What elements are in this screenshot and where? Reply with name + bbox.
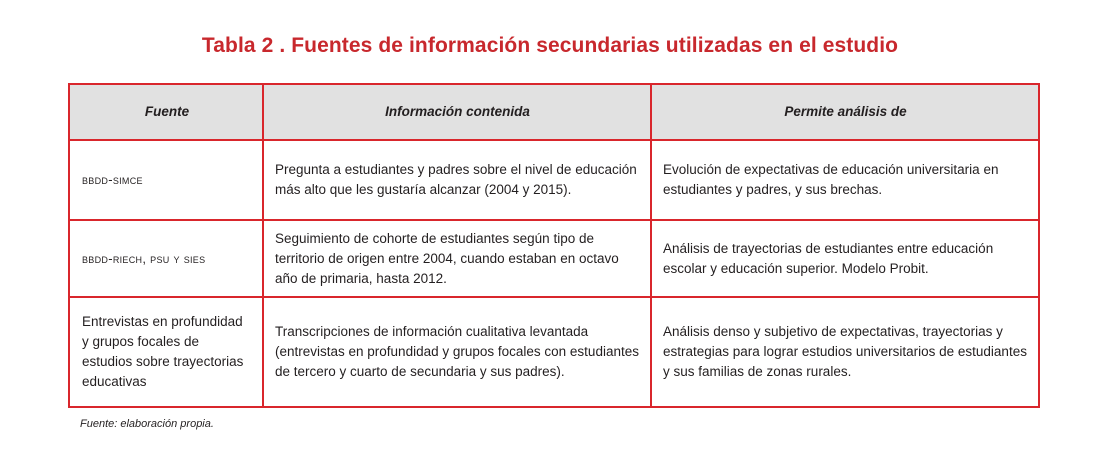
header-fuente: Fuente bbox=[70, 85, 264, 141]
row-3-permite: Análisis denso y subjetivo de expectativas, trayectorias y estrategias para lograr estudios universitarios de estudiantes y sus familias de zonas rurales. bbox=[663, 324, 1027, 379]
row-1-permite: Evolución de expectativas de educación universitaria en estudiantes y padres, y sus brechas. bbox=[652, 141, 1038, 221]
row-2-fuente bbox=[70, 221, 264, 298]
row-1-fuente bbox=[70, 141, 264, 221]
header-informacion: Información contenida bbox=[264, 85, 652, 141]
table-title: Tabla 2 . Fuentes de información secundarias utilizadas en el estudio bbox=[201, 34, 899, 57]
row-2-permite: Análisis de trayectorias de estudiantes entre educación escolar y educación superior. Modelo Probit. bbox=[652, 221, 1038, 298]
row-3-fuente: Entrevistas en profundidad y grupos focales de estudios sobre trayectorias educativas bbox=[70, 298, 264, 406]
row-1-fuente-text: bbdd-simce bbox=[82, 172, 143, 187]
row-1-informacion: Pregunta a estudiantes y padres sobre el nivel de educación más alto que les gustaría alcanzar (2004 y 2015). bbox=[264, 141, 652, 221]
row-2-fuente-text: bbdd-riech, psu y sies bbox=[82, 250, 206, 266]
header-permite: Permite análisis de bbox=[652, 85, 1038, 141]
sources-table bbox=[68, 83, 1040, 408]
source-note: Fuente: elaboración propia. bbox=[80, 418, 214, 430]
row-2-informacion: Seguimiento de cohorte de estudiantes según tipo de territorio de origen entre 2004, cuando estaban en octavo año de primaria, hasta 2012. bbox=[264, 221, 652, 298]
row-3-informacion: Transcripciones de información cualitativa levantada (entrevistas en profundidad y grupos focales con estudiantes de tercero y cuarto de secundaria y sus padres). bbox=[264, 298, 652, 406]
